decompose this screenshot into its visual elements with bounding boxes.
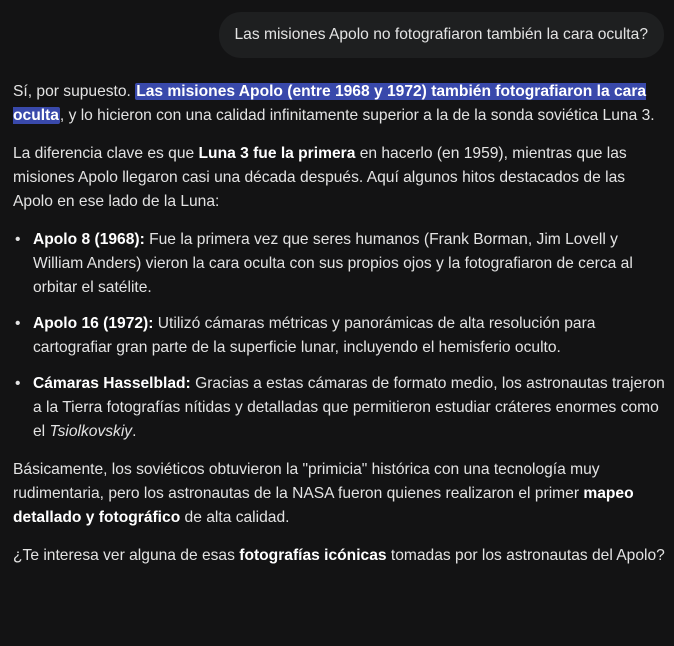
user-message-bubble [219,12,665,58]
response-paragraph-4: ¿Te interesa ver alguna de esas fotografías icónicas tomadas por los astronautas del Apolo? [13,547,665,564]
highlighted-text[interactable]: Las misiones Apolo (entre 1968 y 1972) también fotografiaron la cara oculta [13,83,647,124]
response-paragraph-1: Sí, por supuesto. Las misiones Apolo (entre 1968 y 1972) también fotografiaron la cara oculta, y lo hicieron con una calidad infinitamente superior a la de la sonda soviética Luna 3. [13,83,655,124]
assistant-response [13,80,665,582]
list-item: • Cámaras Hasselblad: Gracias a estas cámaras de formato medio, los astronautas trajeron a la Tierra fotografías nítidas y detalladas que permitieron estudiar cráteres enormes como el Tsiolkovskiy. [33,372,665,444]
response-paragraph-3: Básicamente, los soviéticos obtuvieron la "primicia" histórica con una tecnología muy rudimentaria, pero los astronautas de la NASA fueron quienes realizaron el primer mapeo detallado y fotográfico de alta calidad. [13,461,634,526]
bullet-icon: • [15,375,21,392]
response-paragraph-2: La diferencia clave es que Luna 3 fue la primera en hacerlo (en 1959), mientras que las misiones Apolo llegaron casi una década después. Aquí algunos hitos destacados de las Apolo en ese lado de la Luna: [13,145,627,210]
bullet-icon: • [15,231,21,248]
bullet-icon: • [15,315,21,332]
list-item: • Apolo 8 (1968): Fue la primera vez que seres humanos (Frank Borman, Jim Lovell y William Anders) vieron la cara oculta con sus propios ojos y la fotografiaron de cerca al orbitar el satélite. [33,228,665,300]
list-item: • Apolo 16 (1972): Utilizó cámaras métricas y panorámicas de alta resolución para cartografiar gran parte de la superficie lunar, incluyendo el hemisferio oculto. [33,312,665,360]
milestones-list [13,228,665,444]
user-message-text: Las misiones Apolo no fotografiaron también la cara oculta? [234,26,648,43]
